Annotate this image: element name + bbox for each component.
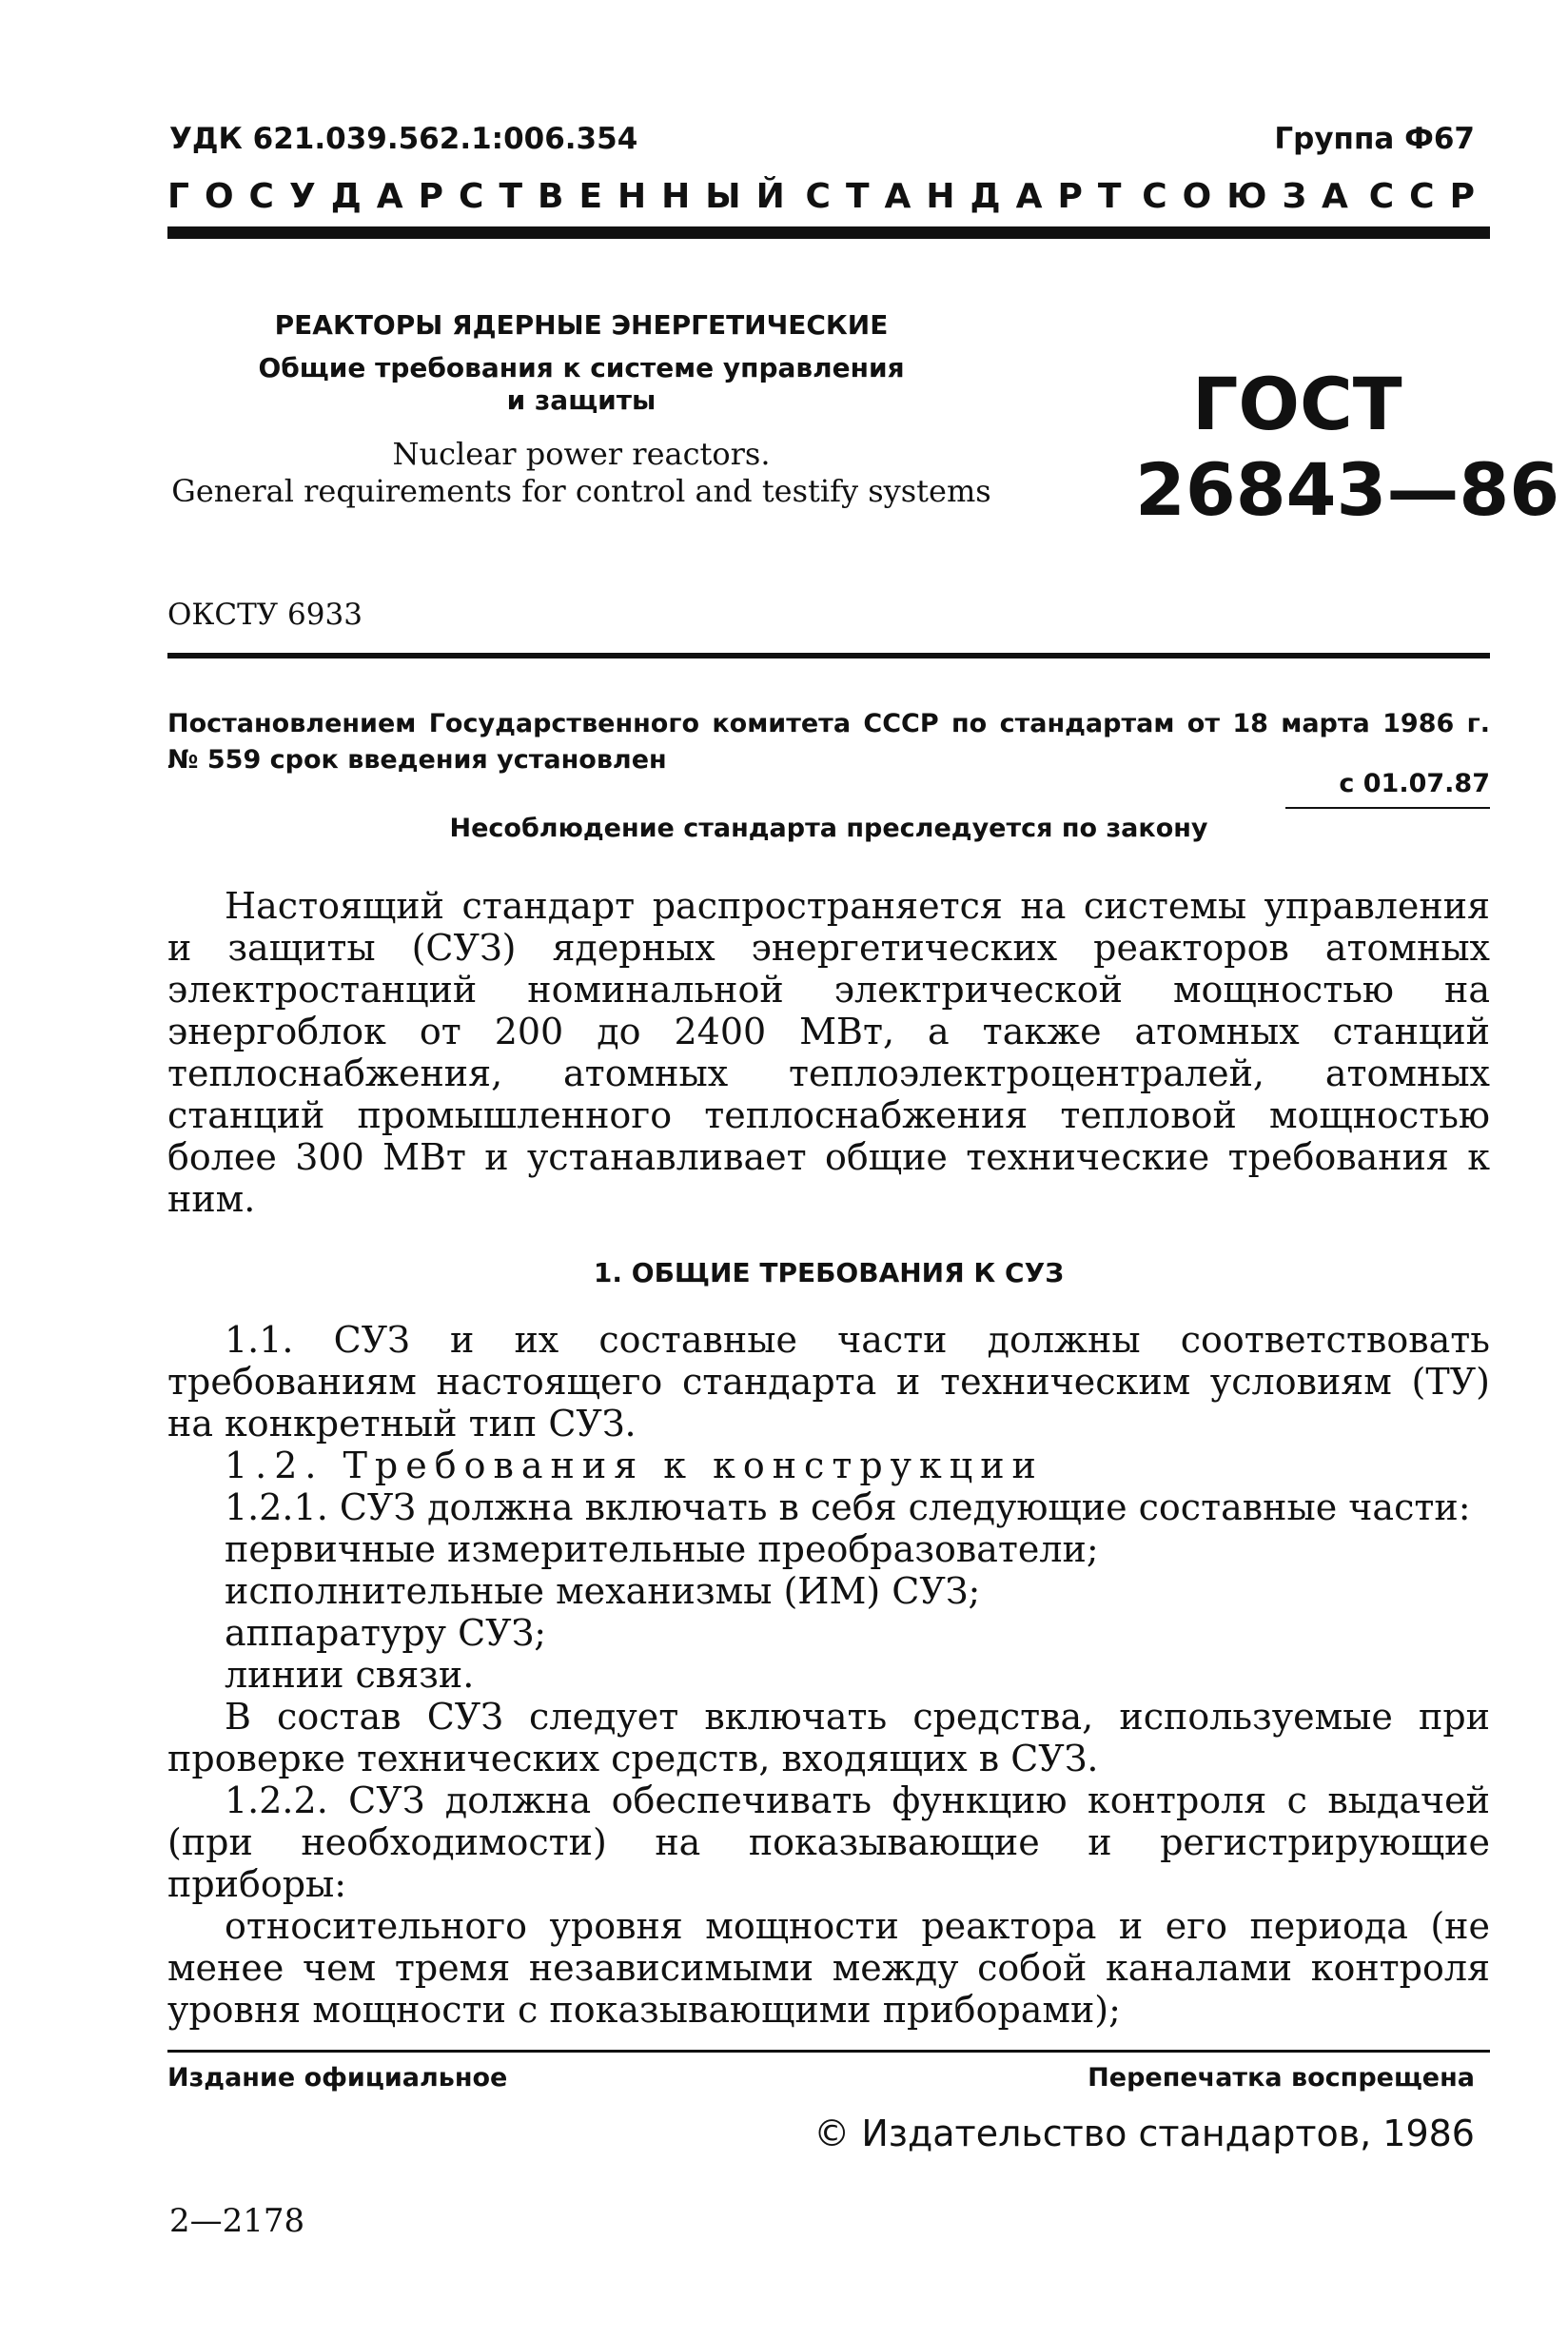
standard-header-word: ССР	[1368, 177, 1490, 216]
header-rule	[167, 226, 1490, 239]
intro-paragraph: Настоящий стандарт распространяется на системы управления и защиты (СУЗ) ядерных энергетических реакторов атомных электростанций номинальной электрической мощностью на энергоблок от 200 до 2400 МВт, а также атомных станций теплоснабжения, атомных теплоэлектроцентралей, атомных станций промышленного теплоснабжения тепловой мощностью более 300 МВт и устанавливает общие технические требования к ним.	[167, 885, 1490, 1220]
standard-header-word: ГОСУДАРСТВЕННЫЙ	[167, 177, 800, 216]
okstu-code: ОКСТУ 6933	[167, 598, 363, 632]
list-item: исполнительные механизмы (ИМ) СУЗ;	[225, 1570, 981, 1612]
standard-header-word: СОЮЗА	[1142, 177, 1363, 216]
document-body	[167, 885, 1490, 2031]
footer-rule	[167, 2050, 1490, 2053]
title-block	[167, 309, 995, 510]
effective-date	[1339, 769, 1490, 802]
standard-header-line	[167, 177, 1490, 216]
clause-1-2-1: 1.2.1. СУЗ должна включать в себя следующие составные части:	[225, 1486, 1471, 1528]
document-subtitle-line2: и защиты	[506, 384, 657, 416]
list-item: линии связи.	[225, 1654, 475, 1696]
udk-code: УДК 621.039.562.1:006.354	[169, 122, 638, 156]
section-rule	[167, 653, 1490, 658]
reprint-prohibited-label: Перепечатка воспрещена	[1088, 2063, 1475, 2093]
clause-1-2: 1.2. Требования к конструкции	[225, 1445, 1044, 1486]
clause-1-2-2: 1.2.2. СУЗ должна обеспечивать функцию контроля с выдачей (при необходимости) на показывающие и регистрирующие приборы:	[167, 1779, 1490, 1905]
clause-1-1: 1.1. СУЗ и их составные части должны соответствовать требованиям настоящего стандарта и техническим условиям (ТУ) на конкретный тип СУЗ.	[167, 1319, 1490, 1445]
composition-paragraph: В состав СУЗ следует включать средства, используемые при проверке технических средств, входящих в СУЗ.	[167, 1696, 1490, 1779]
english-title-line2: General requirements for control and testify systems	[171, 473, 991, 509]
group-code: Группа Ф67	[1274, 122, 1475, 156]
official-edition-label: Издание официальное	[167, 2063, 508, 2093]
section-heading: 1. ОБЩИЕ ТРЕБОВАНИЯ К СУЗ	[593, 1257, 1065, 1288]
effective-date-text: с 01.07.87	[1339, 769, 1490, 798]
legal-warning: Несоблюдение стандарта преследуется по закону	[449, 814, 1208, 843]
gost-number: 26843—86	[1135, 447, 1560, 532]
standard-header-word: СТАНДАРТ	[805, 177, 1137, 216]
document-subtitle-line1: Общие требования к системе управления	[258, 352, 905, 383]
effective-date-underline	[1285, 807, 1490, 809]
decree-text: Постановлением Государственного комитета СССР по стандартам от 18 марта 1986 г. № 559 срок введения установлен	[167, 709, 1490, 775]
gost-label: ГОСТ	[1192, 362, 1402, 446]
list-item: первичные измерительные преобразователи;	[225, 1528, 1099, 1570]
english-title-line1: Nuclear power reactors.	[392, 436, 771, 472]
document-title: РЕАКТОРЫ ЯДЕРНЫЕ ЭНЕРГЕТИЧЕСКИЕ	[274, 309, 889, 341]
monitoring-paragraph: относительного уровня мощности реактора и его периода (не менее чем тремя независимыми между собой каналами контроля уровня мощности с показывающими приборами);	[167, 1905, 1490, 2031]
list-item: аппаратуру СУЗ;	[225, 1612, 547, 1654]
print-number: 2—2178	[169, 2202, 305, 2240]
publisher-copyright: © Издательство стандартов, 1986	[813, 2113, 1475, 2154]
